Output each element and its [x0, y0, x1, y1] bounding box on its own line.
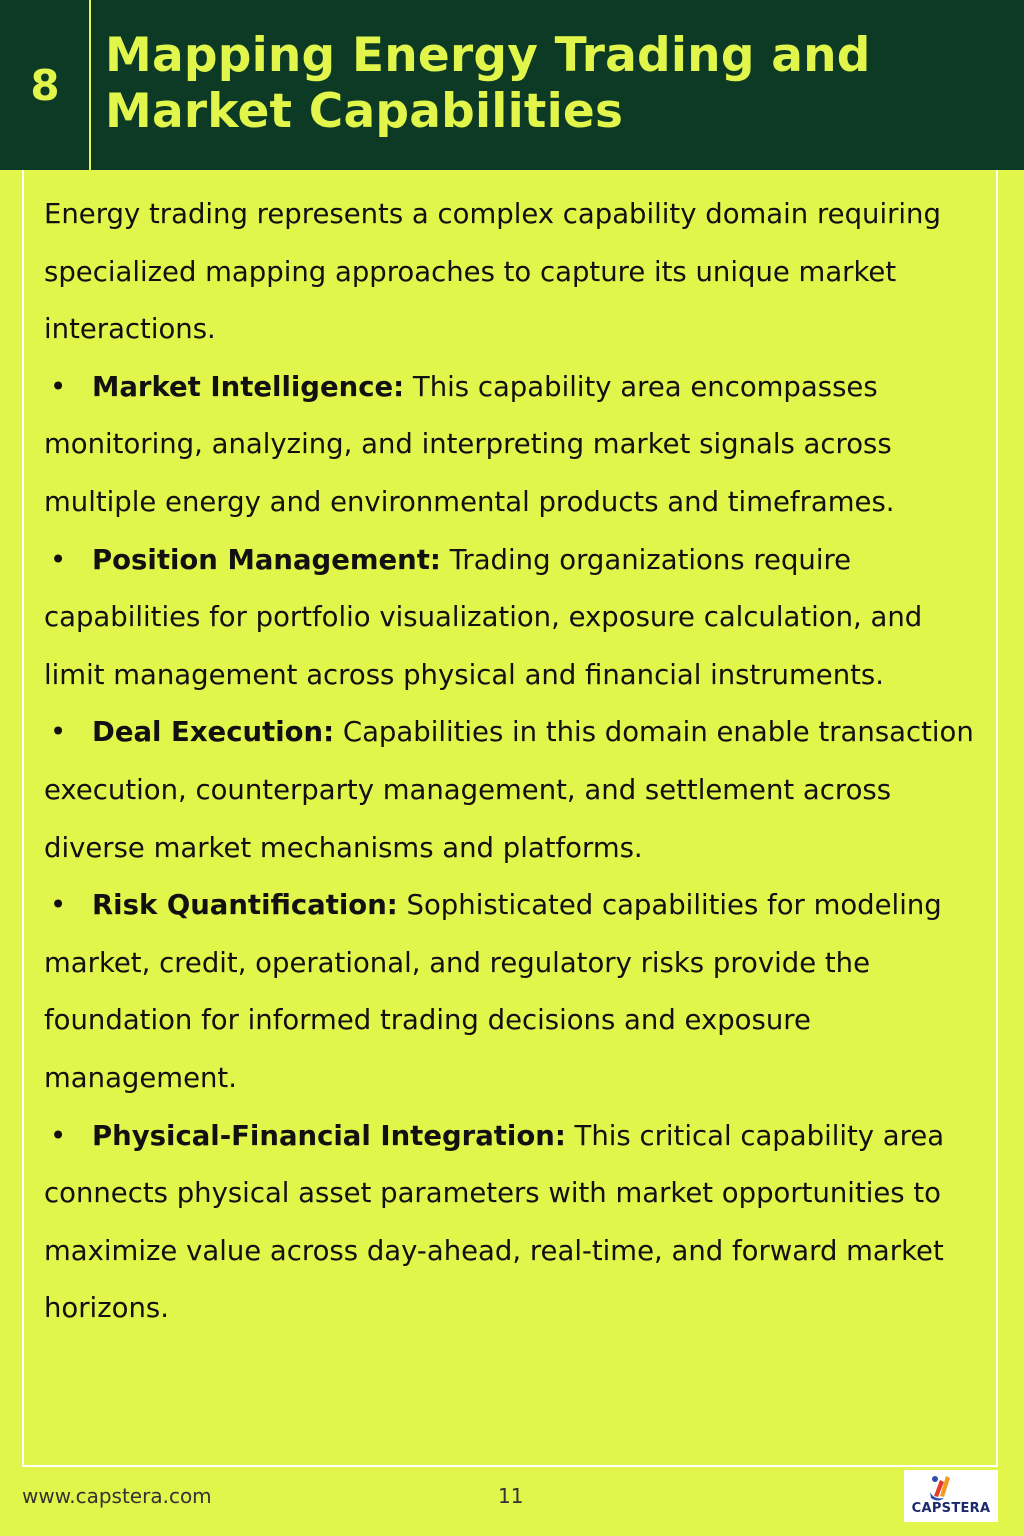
bullet-term: Position Management:	[92, 543, 441, 576]
content-body	[44, 186, 974, 1338]
capstera-logo	[904, 1470, 998, 1522]
bullet-dot-icon: •	[50, 716, 67, 749]
chapter-number: 8	[30, 60, 60, 110]
bullet-dot-icon: •	[50, 1119, 67, 1152]
bullet-dot-icon: •	[50, 543, 67, 576]
list-item	[44, 877, 974, 1107]
bullet-term: Deal Execution:	[92, 716, 335, 749]
bullet-text: This critical capability area connects physical asset parameters with market opportunities to maximize value across day-ahead, real-time, and forward market horizons.	[44, 1119, 945, 1325]
bullet-text: This capability area encompasses monitoring, analyzing, and interpreting market signals across multiple energy and environmental products and timeframes.	[44, 370, 895, 518]
list-item	[44, 359, 974, 532]
page-title: Mapping Energy Trading and Market Capabilities	[105, 28, 871, 139]
capstera-logo-icon	[904, 1470, 998, 1504]
bullet-term: Physical-Financial Integration:	[92, 1119, 566, 1152]
intro-paragraph: Energy trading represents a complex capability domain requiring specialized mapping approaches to capture its unique market interactions.	[44, 198, 941, 346]
page-number: 11	[498, 1484, 524, 1508]
header-divider	[89, 0, 91, 170]
bullet-term: Market Intelligence:	[92, 370, 405, 403]
list-item	[44, 704, 974, 877]
bullet-text: Capabilities in this domain enable transaction execution, counterparty management, and settlement across diverse market mechanisms and platforms.	[44, 716, 974, 864]
logo-text: CAPSTERA	[911, 1501, 991, 1516]
bullet-term: Risk Quantification:	[92, 889, 398, 922]
bullet-dot-icon: •	[50, 889, 67, 922]
page-header	[0, 0, 1024, 170]
footer-url[interactable]: www.capstera.com	[22, 1484, 212, 1508]
bullet-dot-icon: •	[50, 370, 67, 403]
bullet-text: Trading organizations require capabilities for portfolio visualization, exposure calculation, and limit management across physical and financial instruments.	[44, 543, 923, 691]
list-item	[44, 1108, 974, 1338]
list-item	[44, 532, 974, 705]
bullet-text: Sophisticated capabilities for modeling market, credit, operational, and regulatory risks provide the foundation for informed trading decisions and exposure management.	[44, 889, 942, 1094]
